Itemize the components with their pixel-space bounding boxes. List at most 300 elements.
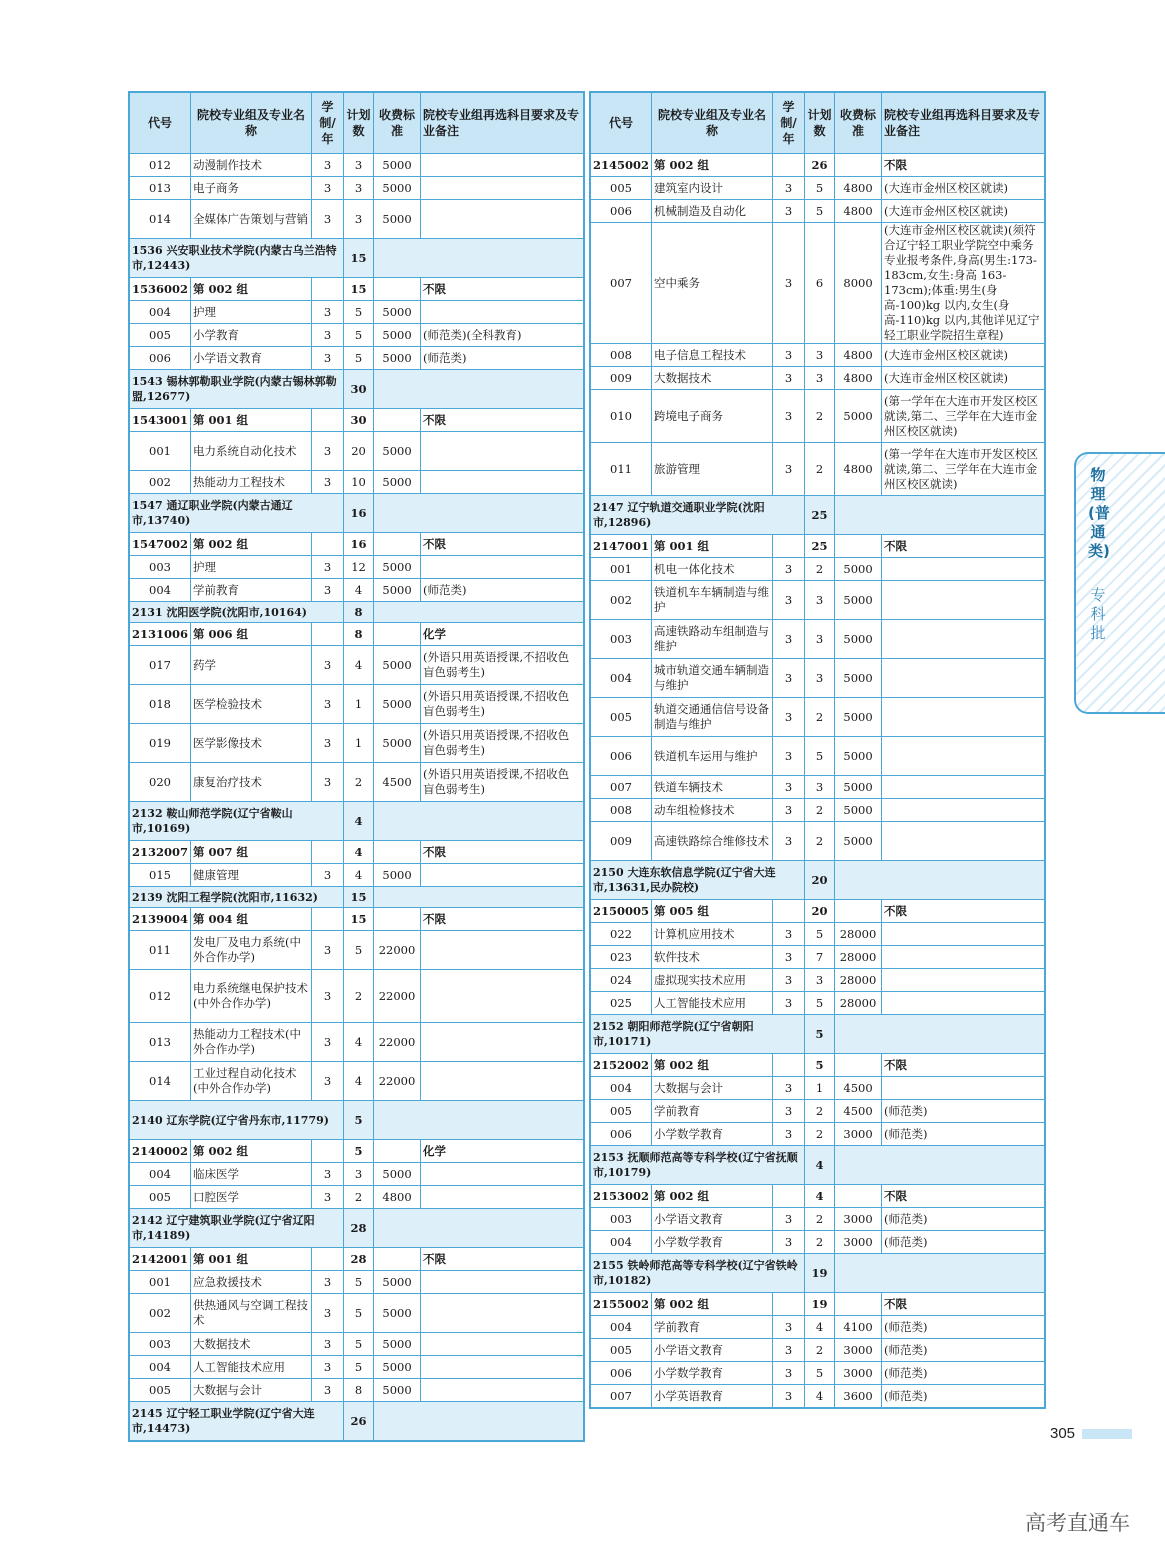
major-plan: 3 [805,581,835,620]
major-name: 建筑室内设计 [652,177,773,200]
major-row [129,1294,584,1333]
group-code: 1543001 [129,409,191,432]
major-years: 3 [312,200,344,239]
group-row [590,1185,1045,1208]
major-name: 医学影像技术 [191,724,312,763]
major-row [590,200,1045,223]
major-plan: 5 [344,1333,374,1356]
major-name: 轨道交通通信信号设备制造与维护 [652,698,773,737]
group-code: 2152002 [590,1054,652,1077]
major-code: 006 [590,1123,652,1146]
major-code: 025 [590,992,652,1015]
major-years: 3 [773,698,805,737]
group-fee-empty [835,1054,882,1077]
major-name: 小学数学教育 [652,1123,773,1146]
school-plan: 26 [344,1402,374,1442]
group-plan: 8 [344,623,374,646]
major-remark: (师范类)(全科教育) [421,324,584,347]
major-name: 医学检验技术 [191,685,312,724]
school-row [129,1101,584,1140]
major-name: 电子信息工程技术 [652,344,773,367]
major-row [129,177,584,200]
major-fee: 5000 [835,822,882,861]
major-name: 学前教育 [652,1316,773,1339]
major-fee: 4800 [835,344,882,367]
major-plan: 2 [805,390,835,443]
group-name: 第 004 组 [191,908,312,931]
major-code: 009 [590,822,652,861]
major-remark [882,923,1045,946]
major-plan: 4 [344,864,374,887]
major-remark: (第一学年在大连市开发区校区就读,第二、三学年在大连市金州区校区就读) [882,443,1045,496]
major-code: 007 [590,1385,652,1409]
major-fee: 22000 [374,1023,421,1062]
school-plan: 28 [344,1209,374,1248]
major-years: 3 [773,799,805,822]
major-row [129,579,584,602]
major-row [590,737,1045,776]
major-name: 小学语文教育 [652,1208,773,1231]
major-code: 004 [590,1077,652,1100]
major-plan: 3 [344,200,374,239]
major-remark: (外语只用英语授课,不招收色盲色弱考生) [421,685,584,724]
major-code: 013 [129,1023,191,1062]
major-fee: 3000 [835,1339,882,1362]
major-row [590,992,1045,1015]
major-remark [421,1356,584,1379]
major-fee: 5000 [374,1356,421,1379]
major-plan: 2 [344,970,374,1023]
group-code: 2132007 [129,841,191,864]
major-fee: 5000 [835,558,882,581]
school-remark-empty [374,602,584,623]
major-years: 3 [312,1294,344,1333]
group-row [129,623,584,646]
major-remark [421,970,584,1023]
major-row [590,969,1045,992]
major-row [590,1385,1045,1409]
major-years: 3 [773,390,805,443]
major-code: 004 [590,1316,652,1339]
major-remark: (外语只用英语授课,不招收色盲色弱考生) [421,763,584,802]
group-row [129,409,584,432]
group-requirement: 不限 [882,535,1045,558]
major-plan: 2 [805,443,835,496]
major-plan: 4 [344,646,374,685]
group-plan: 30 [344,409,374,432]
major-plan: 6 [805,223,835,344]
major-remark [421,1379,584,1402]
major-years: 3 [773,558,805,581]
major-years: 3 [773,1123,805,1146]
school-remark-empty [374,887,584,908]
admissions-table-left [128,91,585,1442]
major-plan: 3 [805,776,835,799]
group-fee-empty [374,908,421,931]
major-years: 3 [312,931,344,970]
major-code: 002 [129,1294,191,1333]
major-name: 大数据技术 [652,367,773,390]
major-fee: 5000 [374,1163,421,1186]
major-fee: 5000 [374,154,421,177]
major-years: 3 [773,969,805,992]
major-remark: (大连市金州区校区就读) [882,367,1045,390]
major-remark [882,698,1045,737]
group-name: 第 005 组 [652,900,773,923]
school-plan: 15 [344,239,374,278]
major-code: 013 [129,177,191,200]
major-years: 3 [312,685,344,724]
group-row [129,908,584,931]
school-remark-empty [374,802,584,841]
page-number: 305 [1050,1425,1076,1442]
major-remark: (大连市金州区校区就读)(须符合辽宁轻工职业学院空中乘务专业报考条件,身高(男生:173-183cm,女生:身高 163-173cm);体重:男生(身高-100)kg 以内,女生(身高-110)kg 以内,其他详见辽宁轻工职业学院招生章程) [882,223,1045,344]
group-plan: 15 [344,908,374,931]
major-code: 023 [590,946,652,969]
major-remark [421,154,584,177]
major-name: 大数据技术 [191,1333,312,1356]
major-years: 3 [312,301,344,324]
school-remark-empty [835,1015,1045,1054]
major-code: 005 [590,177,652,200]
group-name: 第 001 组 [652,535,773,558]
major-code: 015 [129,864,191,887]
major-code: 003 [590,1208,652,1231]
major-name: 护理 [191,301,312,324]
major-fee: 5000 [835,776,882,799]
major-row [590,223,1045,344]
group-years-empty [773,154,805,177]
school-plan: 8 [344,602,374,623]
major-name: 小学语文教育 [191,347,312,370]
major-years: 3 [773,1100,805,1123]
major-years: 3 [773,223,805,344]
major-years: 3 [773,776,805,799]
group-years-empty [773,900,805,923]
major-row [129,1356,584,1379]
major-fee: 5000 [835,698,882,737]
major-plan: 1 [344,724,374,763]
major-years: 3 [773,367,805,390]
major-fee: 5000 [374,432,421,471]
major-name: 软件技术 [652,946,773,969]
school-plan: 15 [344,887,374,908]
major-code: 004 [129,301,191,324]
major-fee: 4100 [835,1316,882,1339]
major-years: 3 [773,1362,805,1385]
group-row [129,1140,584,1163]
major-remark [421,1294,584,1333]
school-plan: 5 [805,1015,835,1054]
group-requirement: 不限 [882,1293,1045,1316]
major-name: 跨境电子商务 [652,390,773,443]
major-plan: 5 [344,1356,374,1379]
major-fee: 5000 [835,390,882,443]
major-plan: 7 [805,946,835,969]
header-plan: 计划数 [805,92,835,154]
major-plan: 12 [344,556,374,579]
major-remark: (大连市金州区校区就读) [882,200,1045,223]
group-years-empty [312,623,344,646]
major-years: 3 [312,1163,344,1186]
school-remark-empty [374,1402,584,1442]
major-remark: (师范类) [882,1362,1045,1385]
major-row [590,698,1045,737]
major-row [129,763,584,802]
major-code: 001 [129,1271,191,1294]
major-fee: 5000 [374,685,421,724]
major-name: 人工智能技术应用 [191,1356,312,1379]
major-code: 003 [129,1333,191,1356]
header-remark: 院校专业组再选科目要求及专业备注 [882,92,1045,154]
major-row [129,432,584,471]
school-plan: 25 [805,496,835,535]
major-remark: (师范类) [882,1123,1045,1146]
major-code: 001 [590,558,652,581]
major-remark: (师范类) [421,347,584,370]
major-remark [421,864,584,887]
major-fee: 28000 [835,923,882,946]
major-fee: 5000 [374,1271,421,1294]
group-name: 第 002 组 [191,278,312,301]
major-row [129,347,584,370]
school-row [129,1402,584,1442]
major-code: 002 [129,471,191,494]
major-remark [421,1062,584,1101]
major-remark: (大连市金州区校区就读) [882,344,1045,367]
major-years: 3 [312,864,344,887]
header-name: 院校专业组及专业名称 [191,92,312,154]
group-fee-empty [835,535,882,558]
major-remark [421,1023,584,1062]
major-code: 004 [129,1356,191,1379]
major-name: 小学英语教育 [652,1385,773,1409]
major-remark [421,556,584,579]
group-code: 1547002 [129,533,191,556]
major-row [129,724,584,763]
major-name: 人工智能技术应用 [652,992,773,1015]
major-fee: 28000 [835,992,882,1015]
school-name: 2152 朝阳师范学院(辽宁省朝阳市,10171) [590,1015,805,1054]
group-fee-empty [835,900,882,923]
school-name: 2150 大连东软信息学院(辽宁省大连市,13631,民办院校) [590,861,805,900]
major-name: 小学数学教育 [652,1362,773,1385]
major-code: 006 [590,1362,652,1385]
school-name: 2139 沈阳工程学院(沈阳市,11632) [129,887,344,908]
major-row [590,659,1045,698]
major-name: 全媒体广告策划与营销 [191,200,312,239]
major-years: 3 [312,177,344,200]
side-tab-batch: 专科批 [1090,586,1106,642]
school-name: 1547 通辽职业学院(内蒙古通辽市,13740) [129,494,344,533]
major-row [590,177,1045,200]
table-body-left [129,154,584,1442]
major-name: 电力系统继电保护技术(中外合作办学) [191,970,312,1023]
major-plan: 3 [344,154,374,177]
left-column [128,91,585,1442]
group-fee-empty [374,1248,421,1271]
group-requirement: 不限 [882,1054,1045,1077]
major-plan: 3 [805,620,835,659]
major-name: 药学 [191,646,312,685]
major-plan: 5 [344,301,374,324]
major-plan: 5 [805,1362,835,1385]
major-name: 学前教育 [652,1100,773,1123]
major-plan: 2 [344,1186,374,1209]
major-fee: 5000 [374,864,421,887]
group-fee-empty [835,1185,882,1208]
major-years: 3 [312,1186,344,1209]
major-name: 高速铁路动车组制造与维护 [652,620,773,659]
major-row [129,1062,584,1101]
major-remark [882,558,1045,581]
major-row [129,324,584,347]
major-fee: 5000 [374,1294,421,1333]
major-plan: 5 [344,1271,374,1294]
major-name: 空中乘务 [652,223,773,344]
major-years: 3 [773,737,805,776]
group-years-empty [312,908,344,931]
header-fee: 收费标准 [374,92,421,154]
major-remark: (第一学年在大连市开发区校区就读,第二、三学年在大连市金州区校区就读) [882,390,1045,443]
major-fee: 5000 [374,200,421,239]
major-name: 动漫制作技术 [191,154,312,177]
major-plan: 20 [344,432,374,471]
major-years: 3 [773,923,805,946]
major-row [590,799,1045,822]
group-name: 第 001 组 [191,409,312,432]
major-code: 005 [590,1339,652,1362]
major-code: 011 [590,443,652,496]
header-years: 学制/年 [312,92,344,154]
group-fee-empty [374,278,421,301]
major-fee: 5000 [374,347,421,370]
group-plan: 4 [805,1185,835,1208]
school-name: 1536 兴安职业技术学院(内蒙古乌兰浩特市,12443) [129,239,344,278]
group-years-empty [773,1054,805,1077]
major-remark [421,471,584,494]
major-row [129,685,584,724]
major-code: 005 [129,1186,191,1209]
school-remark-empty [835,1254,1045,1293]
major-remark: (外语只用英语授课,不招收色盲色弱考生) [421,724,584,763]
group-code: 2150005 [590,900,652,923]
major-plan: 4 [805,1316,835,1339]
major-name: 临床医学 [191,1163,312,1186]
major-name: 电子商务 [191,177,312,200]
group-plan: 15 [344,278,374,301]
major-row [129,1023,584,1062]
major-plan: 2 [805,799,835,822]
major-plan: 5 [805,200,835,223]
major-code: 004 [590,1231,652,1254]
major-code: 014 [129,1062,191,1101]
major-plan: 2 [805,1208,835,1231]
major-remark [882,581,1045,620]
group-years-empty [312,278,344,301]
group-row [590,154,1045,177]
group-code: 2155002 [590,1293,652,1316]
major-code: 012 [129,970,191,1023]
major-remark: (外语只用英语授课,不招收色盲色弱考生) [421,646,584,685]
major-plan: 4 [805,1385,835,1409]
major-name: 机械制造及自动化 [652,200,773,223]
major-remark [421,177,584,200]
major-years: 3 [773,620,805,659]
major-row [590,620,1045,659]
major-fee: 5000 [374,301,421,324]
major-fee: 28000 [835,969,882,992]
major-plan: 3 [805,659,835,698]
major-plan: 4 [344,1023,374,1062]
admissions-table-right [589,91,1046,1409]
major-years: 3 [312,724,344,763]
group-row [129,841,584,864]
major-fee: 5000 [374,646,421,685]
major-name: 热能动力工程技术(中外合作办学) [191,1023,312,1062]
school-remark-empty [835,496,1045,535]
major-name: 高速铁路综合维修技术 [652,822,773,861]
major-row [590,390,1045,443]
page-number-bar [1082,1429,1132,1439]
school-plan: 30 [344,370,374,409]
major-years: 3 [312,1271,344,1294]
major-fee: 22000 [374,970,421,1023]
major-years: 3 [773,1385,805,1409]
major-row [129,471,584,494]
group-years-empty [773,1185,805,1208]
major-name: 铁道机车车辆制造与维护 [652,581,773,620]
school-remark-empty [835,1146,1045,1185]
group-fee-empty [835,1293,882,1316]
major-plan: 3 [805,367,835,390]
major-remark [882,799,1045,822]
group-name: 第 002 组 [652,154,773,177]
group-fee-empty [374,841,421,864]
major-name: 计算机应用技术 [652,923,773,946]
header-code: 代号 [590,92,652,154]
group-requirement: 不限 [421,533,584,556]
major-name: 小学教育 [191,324,312,347]
major-remark [882,992,1045,1015]
group-code: 2131006 [129,623,191,646]
major-remark: (师范类) [882,1231,1045,1254]
major-row [590,1316,1045,1339]
group-plan: 5 [805,1054,835,1077]
major-row [590,822,1045,861]
major-fee: 5000 [835,581,882,620]
watermark-text: 高考直通车 [1025,1511,1130,1535]
side-tab-category: 物理(普通类) [1088,466,1110,560]
major-years: 3 [773,946,805,969]
group-name: 第 002 组 [652,1185,773,1208]
major-name: 口腔医学 [191,1186,312,1209]
major-plan: 5 [805,737,835,776]
major-code: 017 [129,646,191,685]
major-name: 热能动力工程技术 [191,471,312,494]
major-row [129,1379,584,1402]
major-row [590,443,1045,496]
school-row [129,239,584,278]
major-plan: 5 [805,923,835,946]
major-code: 008 [590,799,652,822]
major-fee: 5000 [374,724,421,763]
group-code: 2140002 [129,1140,191,1163]
major-row [129,646,584,685]
major-fee: 5000 [374,177,421,200]
major-remark [882,620,1045,659]
major-name: 虚拟现实技术应用 [652,969,773,992]
